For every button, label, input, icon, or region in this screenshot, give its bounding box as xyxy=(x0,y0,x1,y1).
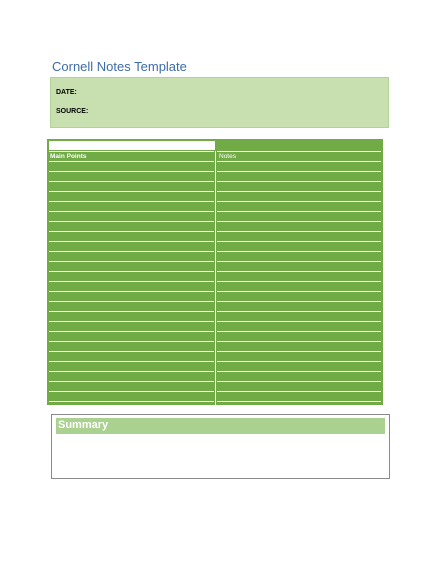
summary-header-bar xyxy=(56,418,385,434)
table-rule-main-points xyxy=(49,321,214,322)
header-info-box xyxy=(50,77,389,128)
table-rule-notes xyxy=(217,321,381,322)
table-rule-notes xyxy=(217,371,381,372)
table-rule-notes xyxy=(217,181,381,182)
table-rule-notes xyxy=(217,261,381,262)
table-rule-main-points xyxy=(49,291,214,292)
table-rule-main-points xyxy=(49,151,214,152)
table-rule-main-points xyxy=(49,391,214,392)
table-rule-main-points xyxy=(49,261,214,262)
summary-title: Summary xyxy=(58,419,109,431)
table-rule-notes xyxy=(217,171,381,172)
table-rule-notes xyxy=(217,151,381,152)
table-rule-notes xyxy=(217,301,381,302)
table-rule-main-points xyxy=(49,281,214,282)
notes-header: Notes xyxy=(219,153,236,160)
table-rule-main-points xyxy=(49,171,214,172)
table-rule-main-points xyxy=(49,191,214,192)
table-rule-notes xyxy=(217,201,381,202)
document-title: Cornell Notes Template xyxy=(52,59,187,74)
table-rule-notes xyxy=(217,161,381,162)
table-rule-notes xyxy=(217,221,381,222)
table-rule-main-points xyxy=(49,201,214,202)
table-rule-notes xyxy=(217,331,381,332)
table-rule-notes xyxy=(217,311,381,312)
table-rule-main-points xyxy=(49,351,214,352)
table-rule-notes xyxy=(217,191,381,192)
table-rule-main-points xyxy=(49,381,214,382)
table-rule-main-points xyxy=(49,181,214,182)
table-rule-notes xyxy=(217,241,381,242)
table-rule-notes xyxy=(217,271,381,272)
table-rule-notes xyxy=(217,341,381,342)
table-rule-main-points xyxy=(49,211,214,212)
table-rule-main-points xyxy=(49,221,214,222)
table-rule-notes xyxy=(217,351,381,352)
main-points-header: Main Points xyxy=(50,153,87,160)
table-rule-main-points xyxy=(49,311,214,312)
table-rule-notes xyxy=(217,381,381,382)
table-rule-main-points xyxy=(49,231,214,232)
table-rule-main-points xyxy=(49,251,214,252)
notes-table xyxy=(47,139,383,405)
table-rule-main-points xyxy=(49,341,214,342)
table-rule-main-points xyxy=(49,371,214,372)
table-rule-notes xyxy=(217,251,381,252)
table-rule-main-points xyxy=(49,331,214,332)
source-label: SOURCE: xyxy=(56,108,89,115)
table-rule-main-points xyxy=(49,161,214,162)
date-label: DATE: xyxy=(56,89,77,96)
table-rule-notes xyxy=(217,391,381,392)
table-rule-notes xyxy=(217,211,381,212)
summary-box xyxy=(51,414,390,479)
table-rule-notes xyxy=(217,291,381,292)
table-top-cell xyxy=(49,141,215,150)
table-rule-main-points xyxy=(49,301,214,302)
table-rule-notes xyxy=(217,401,381,402)
table-rule-main-points xyxy=(49,361,214,362)
column-divider xyxy=(215,151,216,405)
table-rule-main-points xyxy=(49,401,214,402)
table-rule-notes xyxy=(217,361,381,362)
table-rule-main-points xyxy=(49,271,214,272)
table-rule-notes xyxy=(217,231,381,232)
table-rule-notes xyxy=(217,281,381,282)
table-rule-main-points xyxy=(49,241,214,242)
